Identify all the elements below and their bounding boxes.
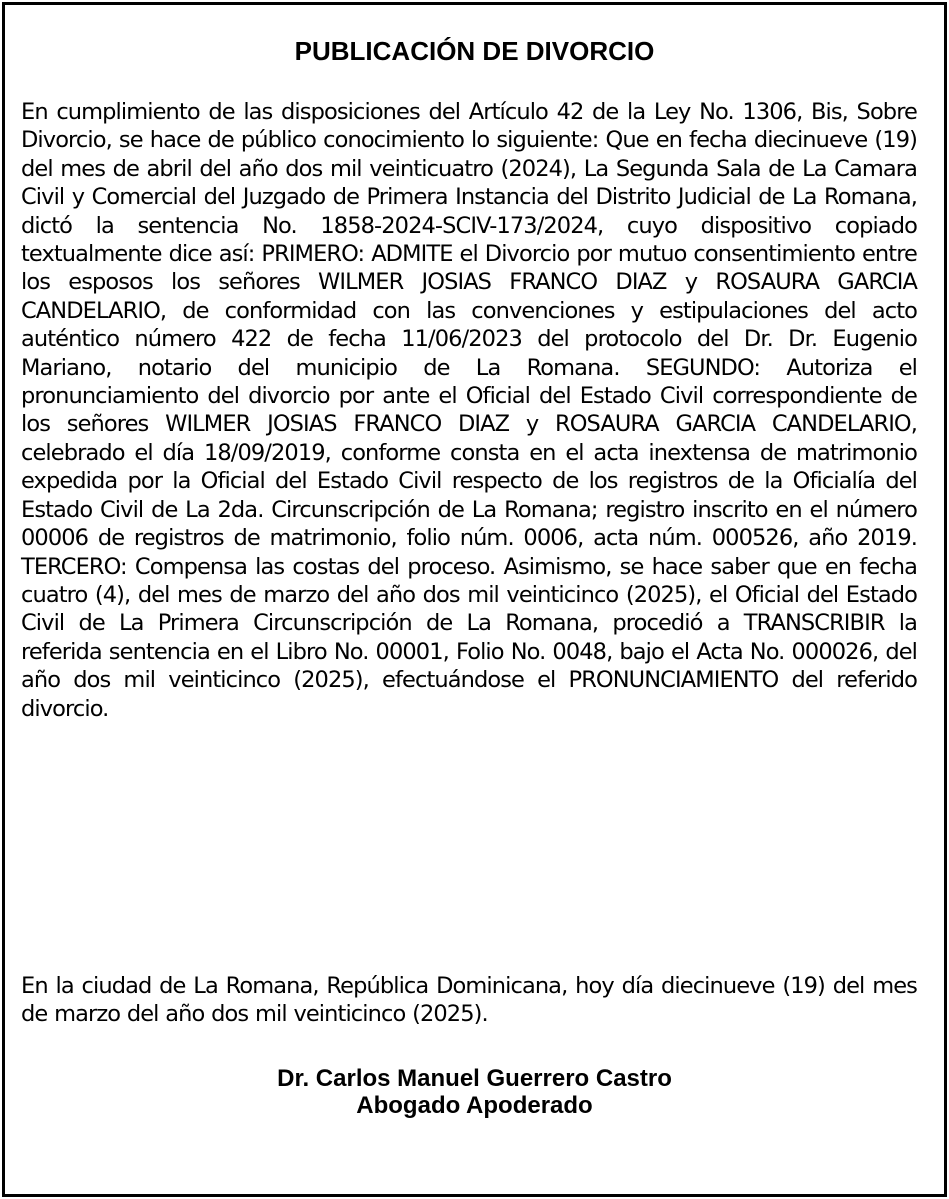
notice-title: PUBLICACIÓN DE DIVORCIO <box>294 36 655 66</box>
signature-block <box>0 1065 949 1119</box>
notice-body-paragraph: En cumplimiento de las disposiciones del Artículo 42 de la Ley No. 1306, Bis, Sobre Divorcio, se hace de público conocimiento lo siguiente: Que en fecha diecinueve (19) del mes de abril del año dos mil veinticuatro (2024), La Segunda Sala de La Camara Civil y Comercial del Juzgado de Primera Instancia del Distrito Judicial de La Romana, dictó la sentencia No. 1858-2024-SCIV-173/2024, cuyo dispositivo copiado textualmente dice así: PRIMERO: ADMITE el Divorcio por mutuo consentimiento entre los esposos los señores WILMER JOSIAS FRANCO DIAZ y ROSAURA GARCIA CANDELARIO, de conformidad con las convenciones y estipulaciones del acto auténtico número 422 de fecha 11/06/2023 del protocolo del Dr. Dr. Eugenio Mariano, notario del municipio de La Romana. SEGUNDO: Autoriza el pronunciamiento del divorcio por ante el Oficial del Estado Civil correspondiente de los señores WILMER JOSIAS FRANCO DIAZ y ROSAURA GARCIA CANDELARIO, celebrado el día 18/09/2019, conforme consta en el acta inextensa de matrimonio expedida por la Oficial del Estado Civil respecto de los registros de la Oficialía del Estado Civil de La 2da. Circunscripción de La Romana; registro inscrito en el número 00006 de registros de matrimonio, folio núm. 0006, acta núm. 000526, año 2019. TERCERO: Compensa las costas del proceso. Asimismo, se hace saber que en fecha cuatro (4), del mes de marzo del año dos mil veinticinco (2025), el Oficial del Estado Civil de La Primera Circunscripción de La Romana, procedió a TRANSCRIBIR la referida sentencia en el Libro No. 00001, Folio No. 0048, bajo el Acta No. 000026, del año dos mil veinticinco (2025), efectuándose el PRONUNCIAMIENTO del referido divorcio. <box>21 99 917 722</box>
signatory-name: Dr. Carlos Manuel Guerrero Castro <box>277 1065 672 1092</box>
signatory-role: Abogado Apoderado <box>356 1092 593 1119</box>
notice-closing-paragraph: En la ciudad de La Romana, República Dominicana, hoy día diecinueve (19) del mes de marzo del año dos mil veinticinco (2025). <box>21 973 917 1028</box>
